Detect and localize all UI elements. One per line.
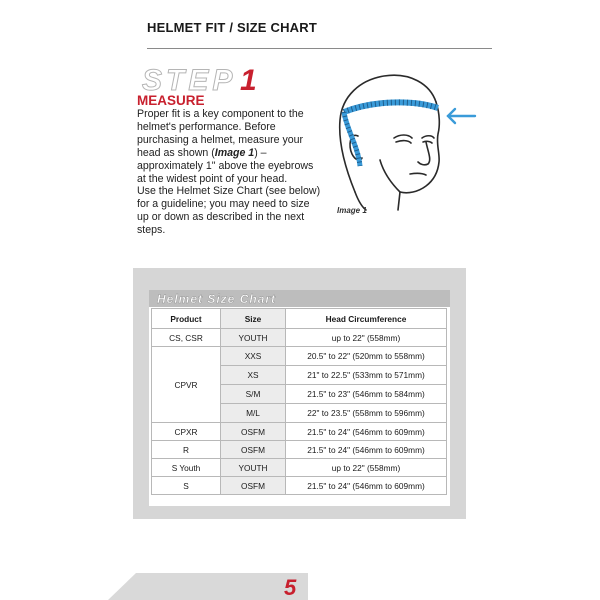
cell-size: OSFM bbox=[221, 423, 286, 441]
cell-circumference: 21.5" to 24" (546mm to 609mm) bbox=[286, 477, 447, 495]
cell-size: M/L bbox=[221, 404, 286, 423]
cell-size: YOUTH bbox=[221, 329, 286, 347]
cell-circumference: 21.5" to 24" (546mm to 609mm) bbox=[286, 423, 447, 441]
cell-product: CS, CSR bbox=[152, 329, 221, 347]
cell-circumference: 22" to 23.5" (558mm to 596mm) bbox=[286, 404, 447, 423]
cell-size: YOUTH bbox=[221, 459, 286, 477]
page-title: HELMET FIT / SIZE CHART bbox=[147, 20, 317, 35]
step-heading bbox=[140, 60, 280, 96]
cell-size: OSFM bbox=[221, 441, 286, 459]
col-header-circumference: Head Circumference bbox=[286, 309, 447, 329]
table-header-row bbox=[152, 309, 447, 329]
col-header-size: Size bbox=[221, 309, 286, 329]
cell-size: XS bbox=[221, 366, 286, 385]
title-divider bbox=[147, 48, 492, 49]
size-table bbox=[151, 308, 447, 495]
cell-circumference: 20.5" to 22" (520mm to 558mm) bbox=[286, 347, 447, 366]
cell-product: S Youth bbox=[152, 459, 221, 477]
cell-circumference: 21.5" to 24" (546mm to 609mm) bbox=[286, 441, 447, 459]
table-row bbox=[152, 441, 447, 459]
cell-size: S/M bbox=[221, 385, 286, 404]
table-row bbox=[152, 459, 447, 477]
col-header-product: Product bbox=[152, 309, 221, 329]
image-reference: Image 1 bbox=[214, 146, 255, 159]
instructions-paragraph-2: Use the Helmet Size Chart (see below) for a guideline; you may need to size up or down as described in the next steps. bbox=[137, 185, 321, 237]
page-number: 5 bbox=[284, 575, 297, 600]
size-chart-title-bar bbox=[149, 290, 450, 307]
measure-instructions bbox=[137, 108, 322, 237]
cell-circumference: up to 22" (558mm) bbox=[286, 459, 447, 477]
size-chart-title: Helmet Size Chart bbox=[157, 292, 277, 306]
cell-circumference: 21.5" to 23" (546mm to 584mm) bbox=[286, 385, 447, 404]
cell-size: OSFM bbox=[221, 477, 286, 495]
table-row bbox=[152, 329, 447, 347]
cell-circumference: up to 22" (558mm) bbox=[286, 329, 447, 347]
table-row bbox=[152, 477, 447, 495]
cell-circumference: 21" to 22.5" (533mm to 571mm) bbox=[286, 366, 447, 385]
image-caption: Image 1 bbox=[337, 206, 367, 215]
head-measurement-illustration bbox=[322, 62, 477, 212]
step-word: STEP bbox=[142, 64, 237, 96]
cell-product: S bbox=[152, 477, 221, 495]
cell-product: CPVR bbox=[152, 347, 221, 423]
measure-heading: MEASURE bbox=[137, 93, 205, 108]
cell-product: R bbox=[152, 441, 221, 459]
measuring-tape bbox=[344, 102, 438, 166]
step-number: 1 bbox=[240, 64, 257, 96]
instructions-paragraph-1: Proper fit is a key component to the helmet's performance. Before purchasing a helmet, measure your head as shown (Image 1) – approximately 1" above the eyebrows at the widest point of your head. bbox=[137, 108, 314, 185]
cell-product: CPXR bbox=[152, 423, 221, 441]
table-row bbox=[152, 347, 447, 366]
arrow-left-icon bbox=[448, 109, 475, 123]
page-footer bbox=[108, 573, 308, 600]
table-row bbox=[152, 423, 447, 441]
cell-size: XXS bbox=[221, 347, 286, 366]
